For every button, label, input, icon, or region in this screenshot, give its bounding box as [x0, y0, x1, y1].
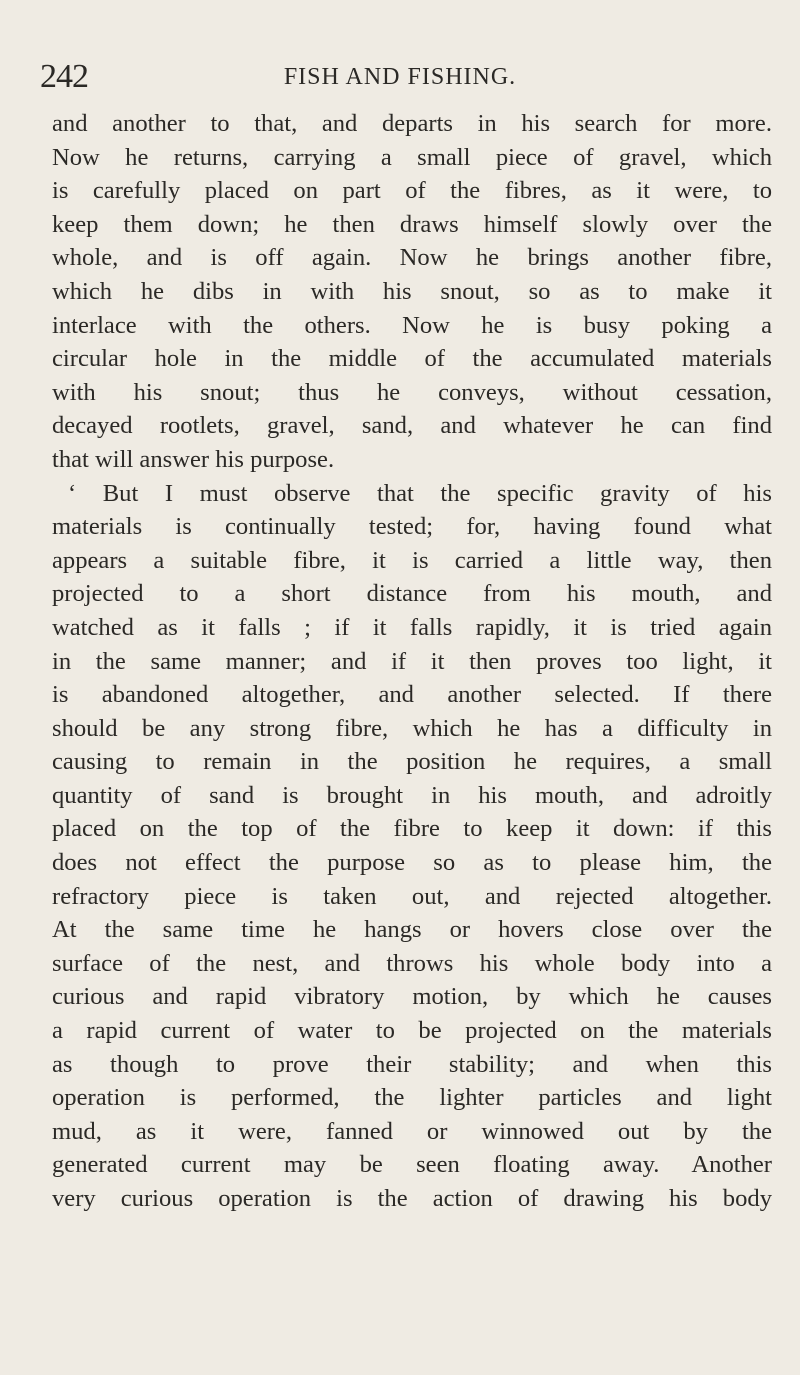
text-line: should be any strong fibre, which he has a difficulty in: [52, 714, 772, 742]
text-line: watched as it falls ; if it falls rapidly, it is tried again: [52, 613, 772, 641]
text-line: as though to prove their stability; and when this: [52, 1050, 772, 1078]
text-line: very curious operation is the action of drawing his body: [52, 1185, 772, 1212]
text-line: which he dibs in with his snout, so as to make it: [52, 277, 772, 305]
text-line: Now he returns, carrying a small piece of gravel, which: [52, 143, 772, 171]
text-line: is carefully placed on part of the fibres, as it were, to: [52, 177, 772, 205]
page-number: 242: [40, 58, 88, 95]
text-line: placed on the top of the fibre to keep it down: if this: [52, 815, 772, 843]
text-line: a rapid current of water to be projected on the materials: [52, 1017, 772, 1045]
text-line: that will answer his purpose.: [52, 445, 335, 473]
text-line: refractory piece is taken out, and rejected altogether.: [52, 882, 772, 910]
text-line: whole, and is off again. Now he brings another fibre,: [52, 244, 772, 272]
text-line: does not effect the purpose so as to please him, the: [52, 849, 772, 877]
text-line: is abandoned altogether, and another selected. If there: [52, 681, 772, 709]
text-line: appears a suitable fibre, it is carried a little way, then: [52, 546, 772, 574]
body-text: [52, 107, 772, 1216]
text-line: circular hole in the middle of the accumulated materials: [52, 345, 772, 373]
text-line: surface of the nest, and throws his whole body into a: [52, 949, 772, 977]
text-line: At the same time he hangs or hovers close over the: [52, 916, 772, 944]
text-line: with his snout; thus he conveys, without cessation,: [52, 378, 772, 406]
text-line: in the same manner; and if it then proves too light, it: [52, 647, 772, 675]
text-line: quantity of sand is brought in his mouth, and adroitly: [52, 781, 772, 809]
text-line: and another to that, and departs in his search for more.: [52, 110, 772, 137]
running-head: FISH AND FISHING.: [283, 64, 517, 90]
text-line: operation is performed, the lighter particles and light: [52, 1084, 772, 1112]
text-line: curious and rapid vibratory motion, by which he causes: [52, 983, 772, 1011]
text-line: decayed rootlets, gravel, sand, and whatever he can find: [52, 412, 772, 440]
text-line: mud, as it were, fanned or winnowed out by the: [52, 1117, 772, 1145]
text-line: projected to a short distance from his mouth, and: [52, 580, 772, 608]
text-line: causing to remain in the position he requires, a small: [52, 748, 772, 776]
text-line: generated current may be seen floating away. Another: [52, 1151, 772, 1179]
text-line: interlace with the others. Now he is busy poking a: [52, 311, 772, 339]
text-line: keep them down; he then draws himself slowly over the: [52, 210, 772, 238]
text-line: materials is continually tested; for, having found what: [52, 513, 772, 541]
text-line: ‘ But I must observe that the specific gravity of his: [68, 479, 772, 507]
